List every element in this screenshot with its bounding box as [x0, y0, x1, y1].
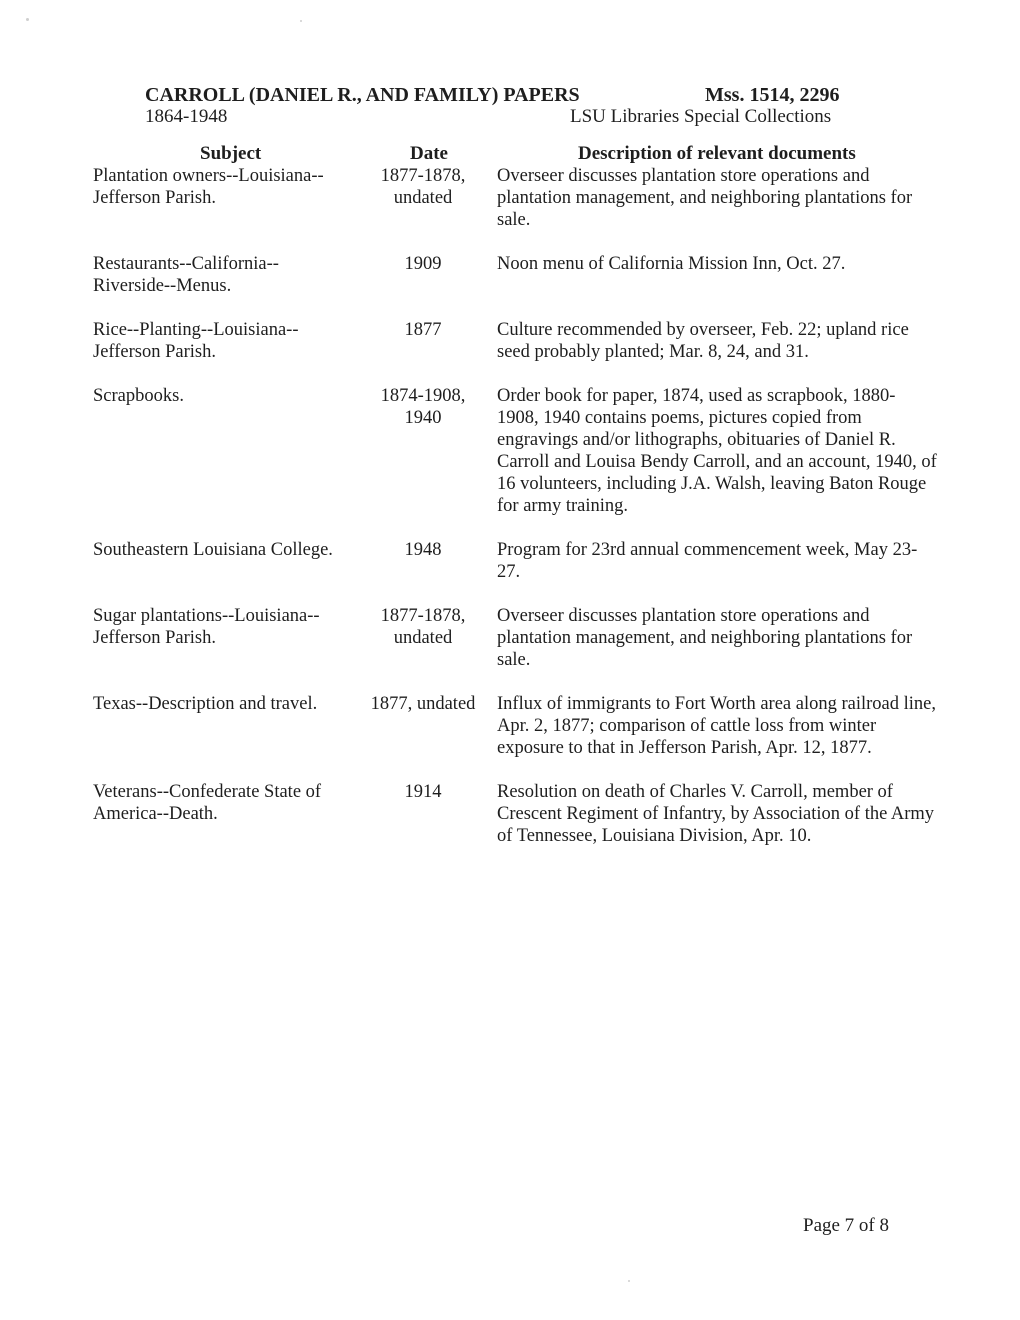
column-header-subject: Subject [200, 143, 262, 164]
scan-speck [26, 18, 29, 21]
table-row [0, 539, 1020, 583]
date-cell: 1948 [404, 540, 442, 560]
date-cell: 1877-1878, undated [380, 166, 466, 208]
subject-cell: Southeastern Louisiana College. [93, 540, 333, 560]
header-title-line [145, 84, 845, 107]
table-row [0, 253, 1020, 297]
description-cell: Noon menu of California Mission Inn, Oct. 27. [497, 254, 846, 274]
date-cell: 1909 [404, 254, 442, 274]
table-row [0, 781, 1020, 847]
description-cell: Overseer discusses plantation store operations and plantation management, and neighboring plantations for sale. [497, 166, 913, 230]
repository-name: LSU Libraries Special Collections [570, 106, 832, 127]
table-row [0, 693, 1020, 759]
table-row [0, 165, 1020, 231]
scan-speck [300, 20, 302, 22]
table-row [0, 385, 1020, 517]
subject-cell: Sugar plantations--Louisiana--Jefferson Parish. [93, 606, 320, 648]
collection-title: CARROLL (DANIEL R., AND FAMILY) PAPERS [145, 84, 580, 106]
column-header-description: Description of relevant documents [578, 143, 856, 164]
description-cell: Influx of immigrants to Fort Worth area along railroad line, Apr. 2, 1877; comparison of cattle loss from winter exposure to that in Jefferson Parish, Apr. 12, 1877. [497, 694, 936, 758]
table-row [0, 605, 1020, 671]
subject-cell: Restaurants--California--Riverside--Menus. [93, 254, 279, 296]
subject-cell: Rice--Planting--Louisiana--Jefferson Parish. [93, 320, 299, 362]
subject-cell: Texas--Description and travel. [93, 694, 318, 714]
description-cell: Order book for paper, 1874, used as scrapbook, 1880-1908, 1940 contains poems, pictures copied from engravings and/or lithographs, obituaries of Daniel R. Carroll and Louisa Bendy Carroll, and an account, 1940, of 16 volunteers, including J.A. Walsh, leaving Baton Rouge for army training. [497, 386, 937, 516]
description-cell: Program for 23rd annual commencement week, May 23-27. [497, 540, 918, 582]
date-cell: 1874-1908, 1940 [380, 386, 466, 428]
collection-dates: 1864-1948 [145, 106, 228, 127]
date-cell: 1877, undated [370, 694, 476, 714]
description-cell: Culture recommended by overseer, Feb. 22; upland rice seed probably planted; Mar. 8, 24, and 31. [497, 320, 909, 362]
subject-cell: Scrapbooks. [93, 386, 184, 406]
subject-table [0, 165, 1020, 869]
manuscript-number: Mss. 1514, 2296 [705, 84, 840, 106]
column-header-date: Date [410, 143, 448, 164]
date-cell: 1877-1878, undated [380, 606, 466, 648]
date-cell: 1914 [404, 782, 442, 802]
description-cell: Overseer discusses plantation store operations and plantation management, and neighboring plantations for sale. [497, 606, 913, 670]
scan-speck [628, 1280, 630, 1282]
subject-cell: Plantation owners--Louisiana--Jefferson Parish. [93, 166, 324, 208]
table-row [0, 319, 1020, 363]
page-number: Page 7 of 8 [803, 1215, 890, 1236]
description-cell: Resolution on death of Charles V. Carroll, member of Crescent Regiment of Infantry, by Association of the Army of Tennessee, Louisiana Division, Apr. 10. [497, 782, 935, 846]
header-subtitle-line [145, 106, 845, 128]
subject-cell: Veterans--Confederate State of America--Death. [93, 782, 322, 824]
date-cell: 1877 [404, 320, 442, 340]
